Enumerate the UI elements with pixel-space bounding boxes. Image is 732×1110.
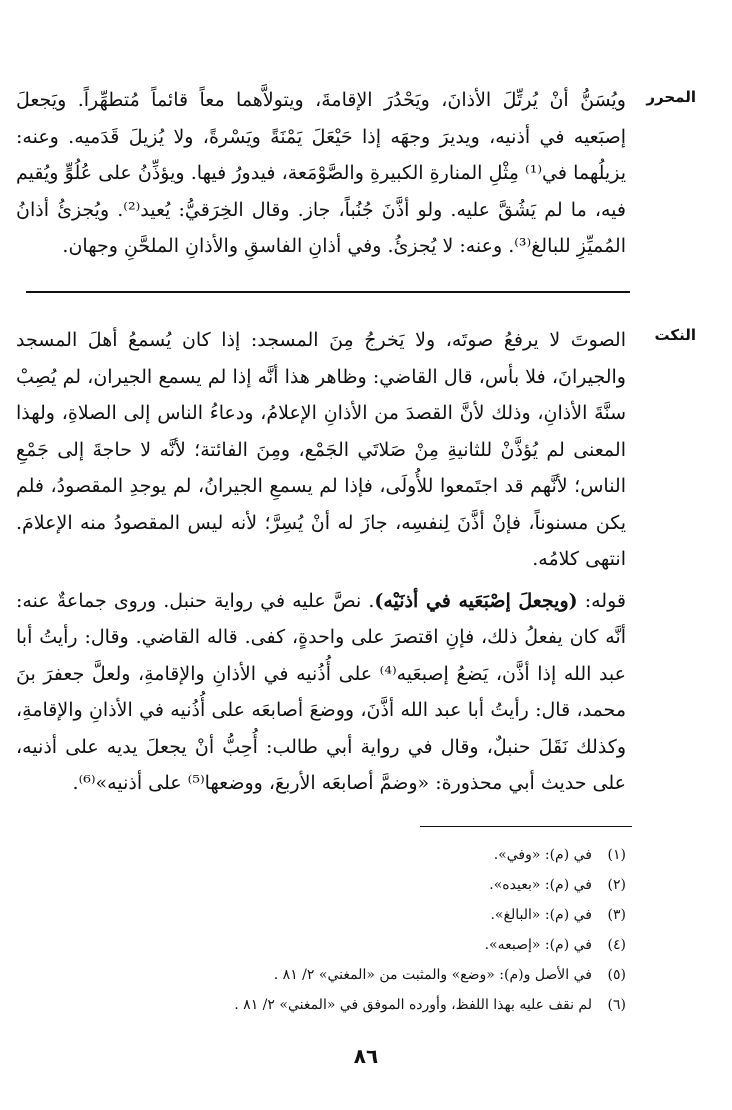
nukat-paragraph-2-rest: . نصَّ عليه في رواية حنبل. وروى جماعةٌ عنه: أنَّه كان يفعلُ ذلك، فإنِ اقتصرَ على واحدةٍ، كفى. قاله القاضي. وقال: رأيتُ أبا عبد الله إذا أذَّن، يَضعُ إصبعَيه⁽⁴⁾ على أُذُنيه في الأذانِ والإقامةِ، ولعلَّ جعفرَ بنَ محمد، قال: رأيتُ أبا عبد الله أذَّنَ، ووضعَ أصابعَه على أُذُنيه في الأذانِ والإقامةِ، وكذلك نَقَلَ حنبلٌ، وقال في رواية أبي طالب: أُحِبُّ أنْ يجعلَ يديه على أذنيه، على حديث أبي محذورة: «وضمَّ أصابعَه الأربعَ، ووضعها⁽⁵⁾ على أذنيه»⁽⁶⁾.	[16, 589, 626, 794]
footnote-item	[86, 870, 626, 900]
footnote-number: (٦)	[607, 997, 626, 1013]
footnote-number: (٤)	[607, 937, 626, 953]
footnote-text: في (م): «بعيده».	[489, 877, 592, 893]
footnote-item	[86, 900, 626, 930]
footnote-item	[86, 960, 626, 990]
page-number: ٨٦	[353, 1044, 379, 1068]
nukat-paragraph-1: الصوتَ لا يرفعُ صوتَه، ولا يَخرجُ مِنَ المسجد: إذا كان يُسمعُ أهلَ المسجد والجيرانَ، فلا بأس، قال القاضي: وظاهر هذا أنَّه إذا لم يسمع الجيران، لم يُصِبْ سنَّةَ الأذانِ، وذلك لأنَّ القصدَ من الأذانِ الإعلامُ، ودعاءُ الناس إلى الصلاةِ، ولهذا المعنى لم يُؤذَّنْ للثانيةِ مِنْ صَلاتَي الجَمْع، ومِنَ الفائتة؛ لأنَّه لا حاجةَ إلى جَمْعِ الناس؛ لأنَّهم قد اجتَمعوا للأُولَى، فإذا لم يسمعِ الجيرانُ، لم يوجدِ المقصودُ، فلم يكن مسنوناً، فإنْ أذَّنَ لِنفسِه، جازَ له أنْ يُسِرَّ؛ لأنه ليس المقصودُ منه الإعلامَ. انتهى كلامُه.	[16, 329, 626, 570]
section-divider	[26, 291, 630, 293]
footnote-text: في (م): «إصبعه».	[484, 937, 592, 953]
footnote-text: في الأصل و(م): «وضع» والمثبت من «المغني» ٢/ ٨١ .	[273, 967, 592, 983]
footnote-text: في (م): «وفي».	[493, 847, 592, 863]
nukat-paragraph-2-lead: قوله:	[584, 589, 626, 612]
footnote-number: (٣)	[607, 907, 626, 923]
footnote-divider	[420, 826, 632, 827]
nukat-paragraph-2	[16, 583, 626, 802]
mukharrar-text-block	[16, 82, 626, 265]
footnote-number: (١)	[607, 847, 626, 863]
nukat-text-block	[16, 322, 626, 802]
nukat-quoted-matn: (ويجعلَ إصْبَعَيه في أذنَيْه)	[374, 589, 578, 612]
footnote-item	[86, 930, 626, 960]
section-label-nukat: النكت	[654, 326, 696, 344]
footnote-number: (٢)	[607, 877, 626, 893]
footnote-number: (٥)	[607, 967, 626, 983]
mukharrar-paragraph: ويُسَنُّ أنْ يُرتِّلَ الأذانَ، ويَحْدُرَ الإقامةَ، ويتولاَّهما معاً قائماً مُتطهِّراً. ويَجعلَ إصبَعيه في أذنيه، ويديرَ وجهَه إذا حَيْعَلَ يَمْنَةً ويَسْرةً، ولا يُزيلَ قَدَميه. وعنه: يزيلُهما في⁽¹⁾ مِثْلِ المنارةِ الكبيرةِ والصَّوْمَعة، فيدورُ فيها. ويؤذِّنُ على عُلُوٍّ ويُقيم فيه، ما لم يَشُقَّ عليه. ولو أذَّنَ جُنُباً، جاز. وقال الخِرَقيُّ: يُعيد⁽²⁾. ويُجزئُ أذانُ المُميِّزِ للبالغ⁽³⁾. وعنه: لا يُجزئُ. وفي أذانِ الفاسقِ والأذانِ الملحَّنِ وجهان.	[16, 89, 626, 257]
footnote-text: لم نقف عليه بهذا اللفظ، وأورده الموفق في «المغني» ٢/ ٨١ .	[234, 997, 592, 1013]
footnotes-list	[86, 840, 626, 1020]
section-label-mukharrar: المحرر	[646, 88, 696, 106]
footnote-item	[86, 990, 626, 1020]
footnote-text: في (م): «البالغ».	[490, 907, 592, 923]
footnote-item	[86, 840, 626, 870]
